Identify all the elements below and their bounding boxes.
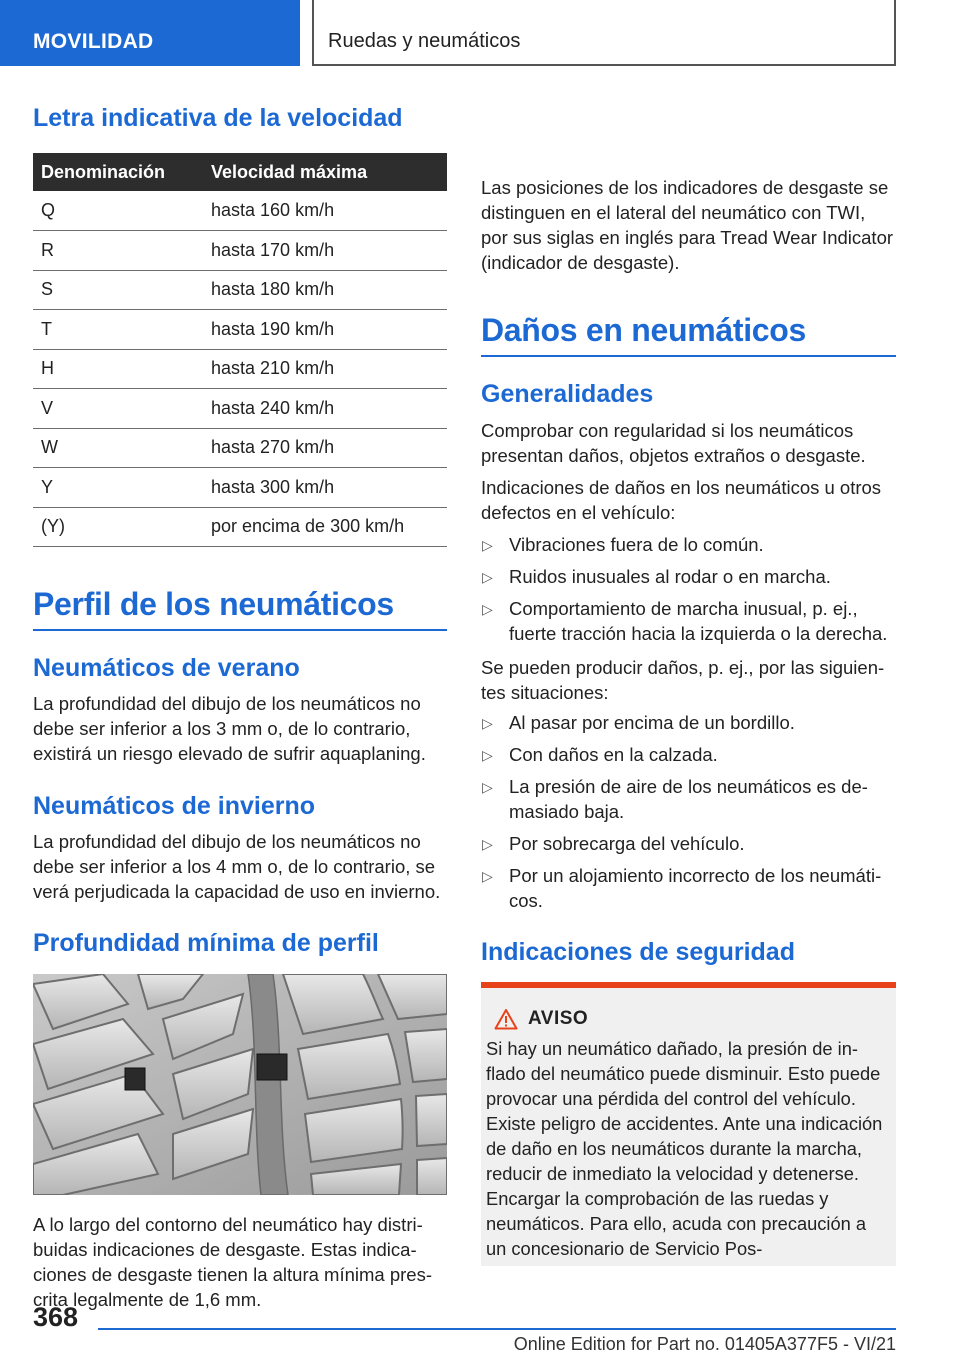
- triangle-bullet-icon: ▷: [482, 601, 493, 617]
- chapter-tab: [312, 0, 896, 66]
- list-item: [481, 831, 896, 856]
- table-cell: V: [33, 389, 201, 429]
- generalidades-heading: Generalidades: [481, 380, 654, 408]
- triangle-bullet-icon: ▷: [482, 537, 493, 553]
- symptoms-list: [481, 532, 896, 653]
- list-item-text: Ruidos inusuales al rodar o en marcha.: [509, 566, 831, 587]
- footer-edition: Online Edition for Part no. 01405A377F5 - VI/21: [513, 1334, 896, 1354]
- list-item-text: Vibraciones fuera de lo común.: [509, 534, 764, 555]
- column-header: Denominación: [33, 153, 201, 191]
- tire-tread-illustration: [33, 974, 447, 1195]
- triangle-bullet-icon: ▷: [482, 715, 493, 731]
- causes-list: [481, 710, 896, 920]
- list-item: [481, 710, 896, 735]
- speed-table: [33, 153, 447, 547]
- verano-text: La profundidad del dibujo de los neumáticos no debe ser inferior a los 3 mm o, de lo contrario, existirá un riesgo elevado de sufrir aquaplaning.: [33, 693, 426, 764]
- table-cell: hasta 170 km/h: [201, 231, 447, 271]
- section-label: MOVILIDAD: [33, 30, 154, 53]
- list-item-text: Por sobrecarga del vehículo.: [509, 833, 745, 854]
- list-item: [481, 564, 896, 589]
- chapter-label: Ruedas y neumáticos: [328, 30, 521, 52]
- warning-header: [494, 1008, 888, 1030]
- list-item-text: Por un alojamiento incorrecto de los neumáticos.: [509, 865, 882, 911]
- table-cell: hasta 300 km/h: [201, 468, 447, 508]
- list-item-text: La presión de aire de los neumáticos es demasiado baja.: [509, 776, 868, 822]
- table-cell: Y: [33, 468, 201, 508]
- table-row: [33, 310, 447, 350]
- triangle-bullet-icon: ▷: [482, 569, 493, 585]
- table-cell: hasta 240 km/h: [201, 389, 447, 429]
- verano-heading: Neumáticos de verano: [33, 654, 300, 682]
- invierno-heading: Neumáticos de invierno: [33, 792, 316, 820]
- list-item: [481, 774, 896, 824]
- page-number: 368: [33, 1302, 79, 1332]
- table-row: [33, 231, 447, 271]
- table-row: [33, 389, 447, 429]
- section-tab: [0, 0, 300, 66]
- danos-title: Daños en neumáticos: [481, 312, 896, 357]
- invierno-text: La profundidad del dibujo de los neumáticos no debe ser inferior a los 4 mm o, de lo contrario, se verá perjudicada la capacidad de uso en invierno.: [33, 831, 441, 902]
- list-item-text: Al pasar por encima de un bordillo.: [509, 712, 795, 733]
- table-cell: por encima de 300 km/h: [201, 507, 447, 547]
- minima-text-2: Las posiciones de los indicadores de desgaste se distinguen en el lateral del neumático con TWI, por sus siglas en inglés para Tread Wear Indicator (indicador de desgaste).: [481, 177, 894, 273]
- footer-divider: [98, 1328, 896, 1330]
- minima-heading: Profundidad mínima de perfil: [33, 929, 379, 957]
- table-cell: S: [33, 270, 201, 310]
- table-cell: H: [33, 349, 201, 389]
- table-cell: T: [33, 310, 201, 350]
- gen-text-3: Se pueden producir daños, p. ej., por las siguientes situaciones:: [481, 657, 885, 703]
- warning-triangle-icon: [494, 1008, 518, 1030]
- seguridad-heading: Indicaciones de seguridad: [481, 938, 795, 966]
- table-row: [33, 507, 447, 547]
- triangle-bullet-icon: ▷: [482, 747, 493, 763]
- warning-text: Si hay un neumático dañado, la presión de inflado del neumático puede disminuir. Esto puede provocar una pérdida del control del vehículo. Existe peligro de accidentes. Ante una indicación de daño en los neumáticos durante la marcha, reducir de inmediato la velocidad y detenerse. Encargar la comprobación de las ruedas y neumáticos. Para ello, acuda con precaución a un concesionario de Servicio Pos-: [486, 1038, 883, 1259]
- table-cell: hasta 190 km/h: [201, 310, 447, 350]
- warning-box: [481, 982, 896, 1266]
- table-cell: R: [33, 231, 201, 271]
- table-row: [33, 270, 447, 310]
- perfil-title: Perfil de los neumáticos: [33, 586, 447, 631]
- table-cell: hasta 160 km/h: [201, 191, 447, 231]
- triangle-bullet-icon: ▷: [482, 836, 493, 852]
- list-item: [481, 596, 896, 646]
- warning-title: AVISO: [528, 1008, 589, 1029]
- table-header-row: [33, 153, 447, 191]
- table-cell: Q: [33, 191, 201, 231]
- gen-text-1: Comprobar con regularidad si los neumáticos presentan daños, objetos extraños o desgaste.: [481, 420, 866, 466]
- triangle-bullet-icon: ▷: [482, 779, 493, 795]
- minima-text-1: A lo largo del contorno del neumático hay distribuidas indicaciones de desgaste. Estas indicaciones de desgaste tienen la altura mínima prescrita legalmente de 1,6 mm.: [33, 1214, 433, 1310]
- gen-text-2: Indicaciones de daños en los neumáticos u otros defectos en el vehículo:: [481, 477, 882, 523]
- table-row: [33, 191, 447, 231]
- list-item: [481, 532, 896, 557]
- triangle-bullet-icon: ▷: [482, 868, 493, 884]
- table-cell: W: [33, 428, 201, 468]
- list-item-text: Con daños en la calzada.: [509, 744, 718, 765]
- list-item-text: Comportamiento de marcha inusual, p. ej., fuerte tracción hacia la izquierda o la derecha.: [509, 598, 888, 644]
- table-cell: hasta 210 km/h: [201, 349, 447, 389]
- table-cell: (Y): [33, 507, 201, 547]
- table-row: [33, 468, 447, 508]
- table-cell: hasta 180 km/h: [201, 270, 447, 310]
- table-row: [33, 349, 447, 389]
- column-header: Velocidad máxima: [201, 153, 447, 191]
- list-item: [481, 863, 896, 913]
- speed-table-heading: Letra indicativa de la velocidad: [33, 104, 403, 132]
- table-row: [33, 428, 447, 468]
- table-cell: hasta 270 km/h: [201, 428, 447, 468]
- list-item: [481, 742, 896, 767]
